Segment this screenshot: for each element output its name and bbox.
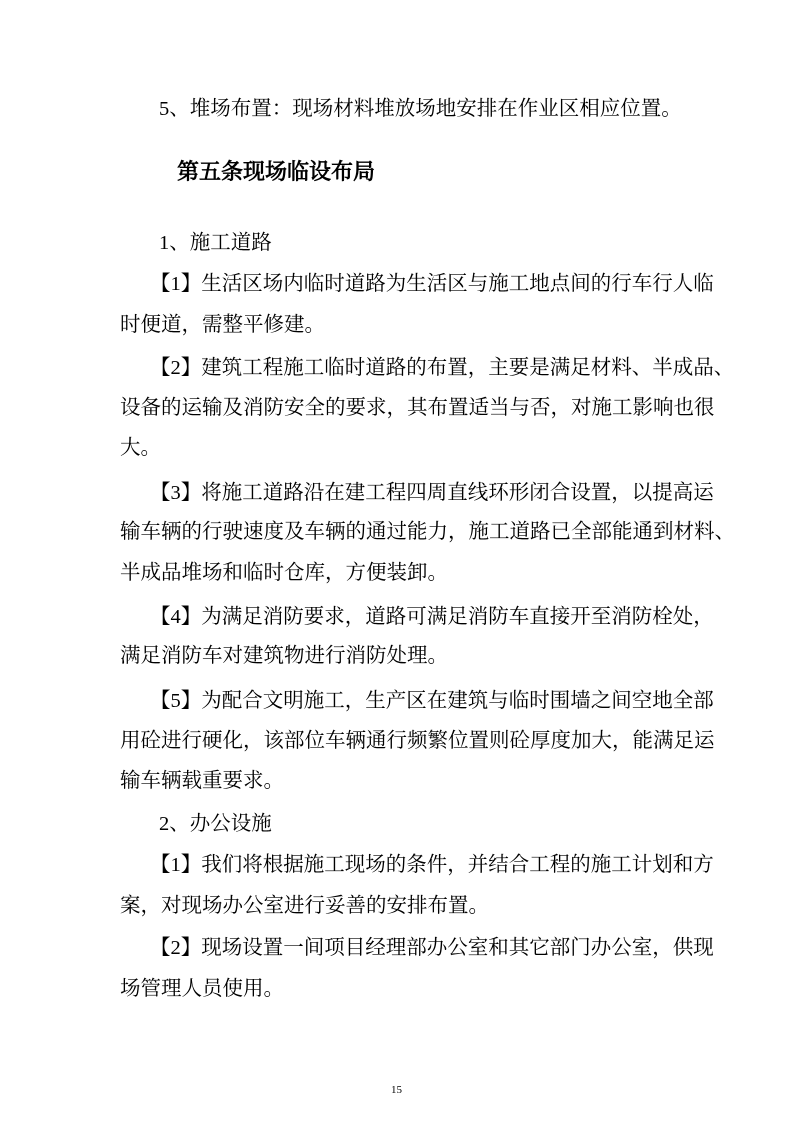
paragraph-line: 【5】为配合文明施工，生产区在建筑与临时围墙之间空地全部	[150, 690, 714, 712]
paragraph-line: 【2】建筑工程施工临时道路的布置，主要是满足材料、半成品、	[150, 357, 735, 379]
item-5-text: 5、堆场布置：现场材料堆放场地安排在作业区相应位置。	[159, 98, 682, 120]
subsection-title-office: 2、办公设施	[159, 813, 272, 835]
paragraph-line: 用砼进行硬化，该部位车辆通行频繁位置则砼厚度加大，能满足运	[120, 730, 715, 752]
paragraph-line: 案，对现场办公室进行妥善的安排布置。	[120, 895, 489, 917]
paragraph-line: 场管理人员使用。	[120, 978, 284, 1000]
section-heading: 第五条现场临设布局	[177, 159, 376, 184]
paragraph-line: 满足消防车对建筑物进行消防处理。	[120, 645, 448, 667]
paragraph-line: 【2】现场设置一间项目经理部办公室和其它部门办公室，供现	[150, 937, 714, 959]
subsection-title-roads: 1、施工道路	[159, 232, 272, 254]
paragraph-line: 输车辆载重要求。	[120, 770, 284, 792]
paragraph-line: 大。	[120, 437, 161, 459]
paragraph-line: 【3】将施工道路沿在建工程四周直线环形闭合设置，以提高运	[150, 482, 714, 504]
paragraph-line: 设备的运输及消防安全的要求，其布置适当与否，对施工影响也很	[120, 397, 715, 419]
paragraph-line: 【1】我们将根据施工现场的条件，并结合工程的施工计划和方	[150, 854, 714, 876]
paragraph-line: 半成品堆场和临时仓库，方便装卸。	[120, 562, 448, 584]
paragraph-line: 【4】为满足消防要求，道路可满足消防车直接开至消防栓处，	[150, 606, 714, 628]
paragraph-line: 输车辆的行驶速度及车辆的通过能力，施工道路已全部能通到材料、	[120, 521, 735, 543]
paragraph-line: 时便道，需整平修建。	[120, 314, 325, 336]
page-number: 15	[391, 1084, 402, 1096]
paragraph-line: 【1】生活区场内临时道路为生活区与施工地点间的行车行人临	[150, 273, 714, 295]
